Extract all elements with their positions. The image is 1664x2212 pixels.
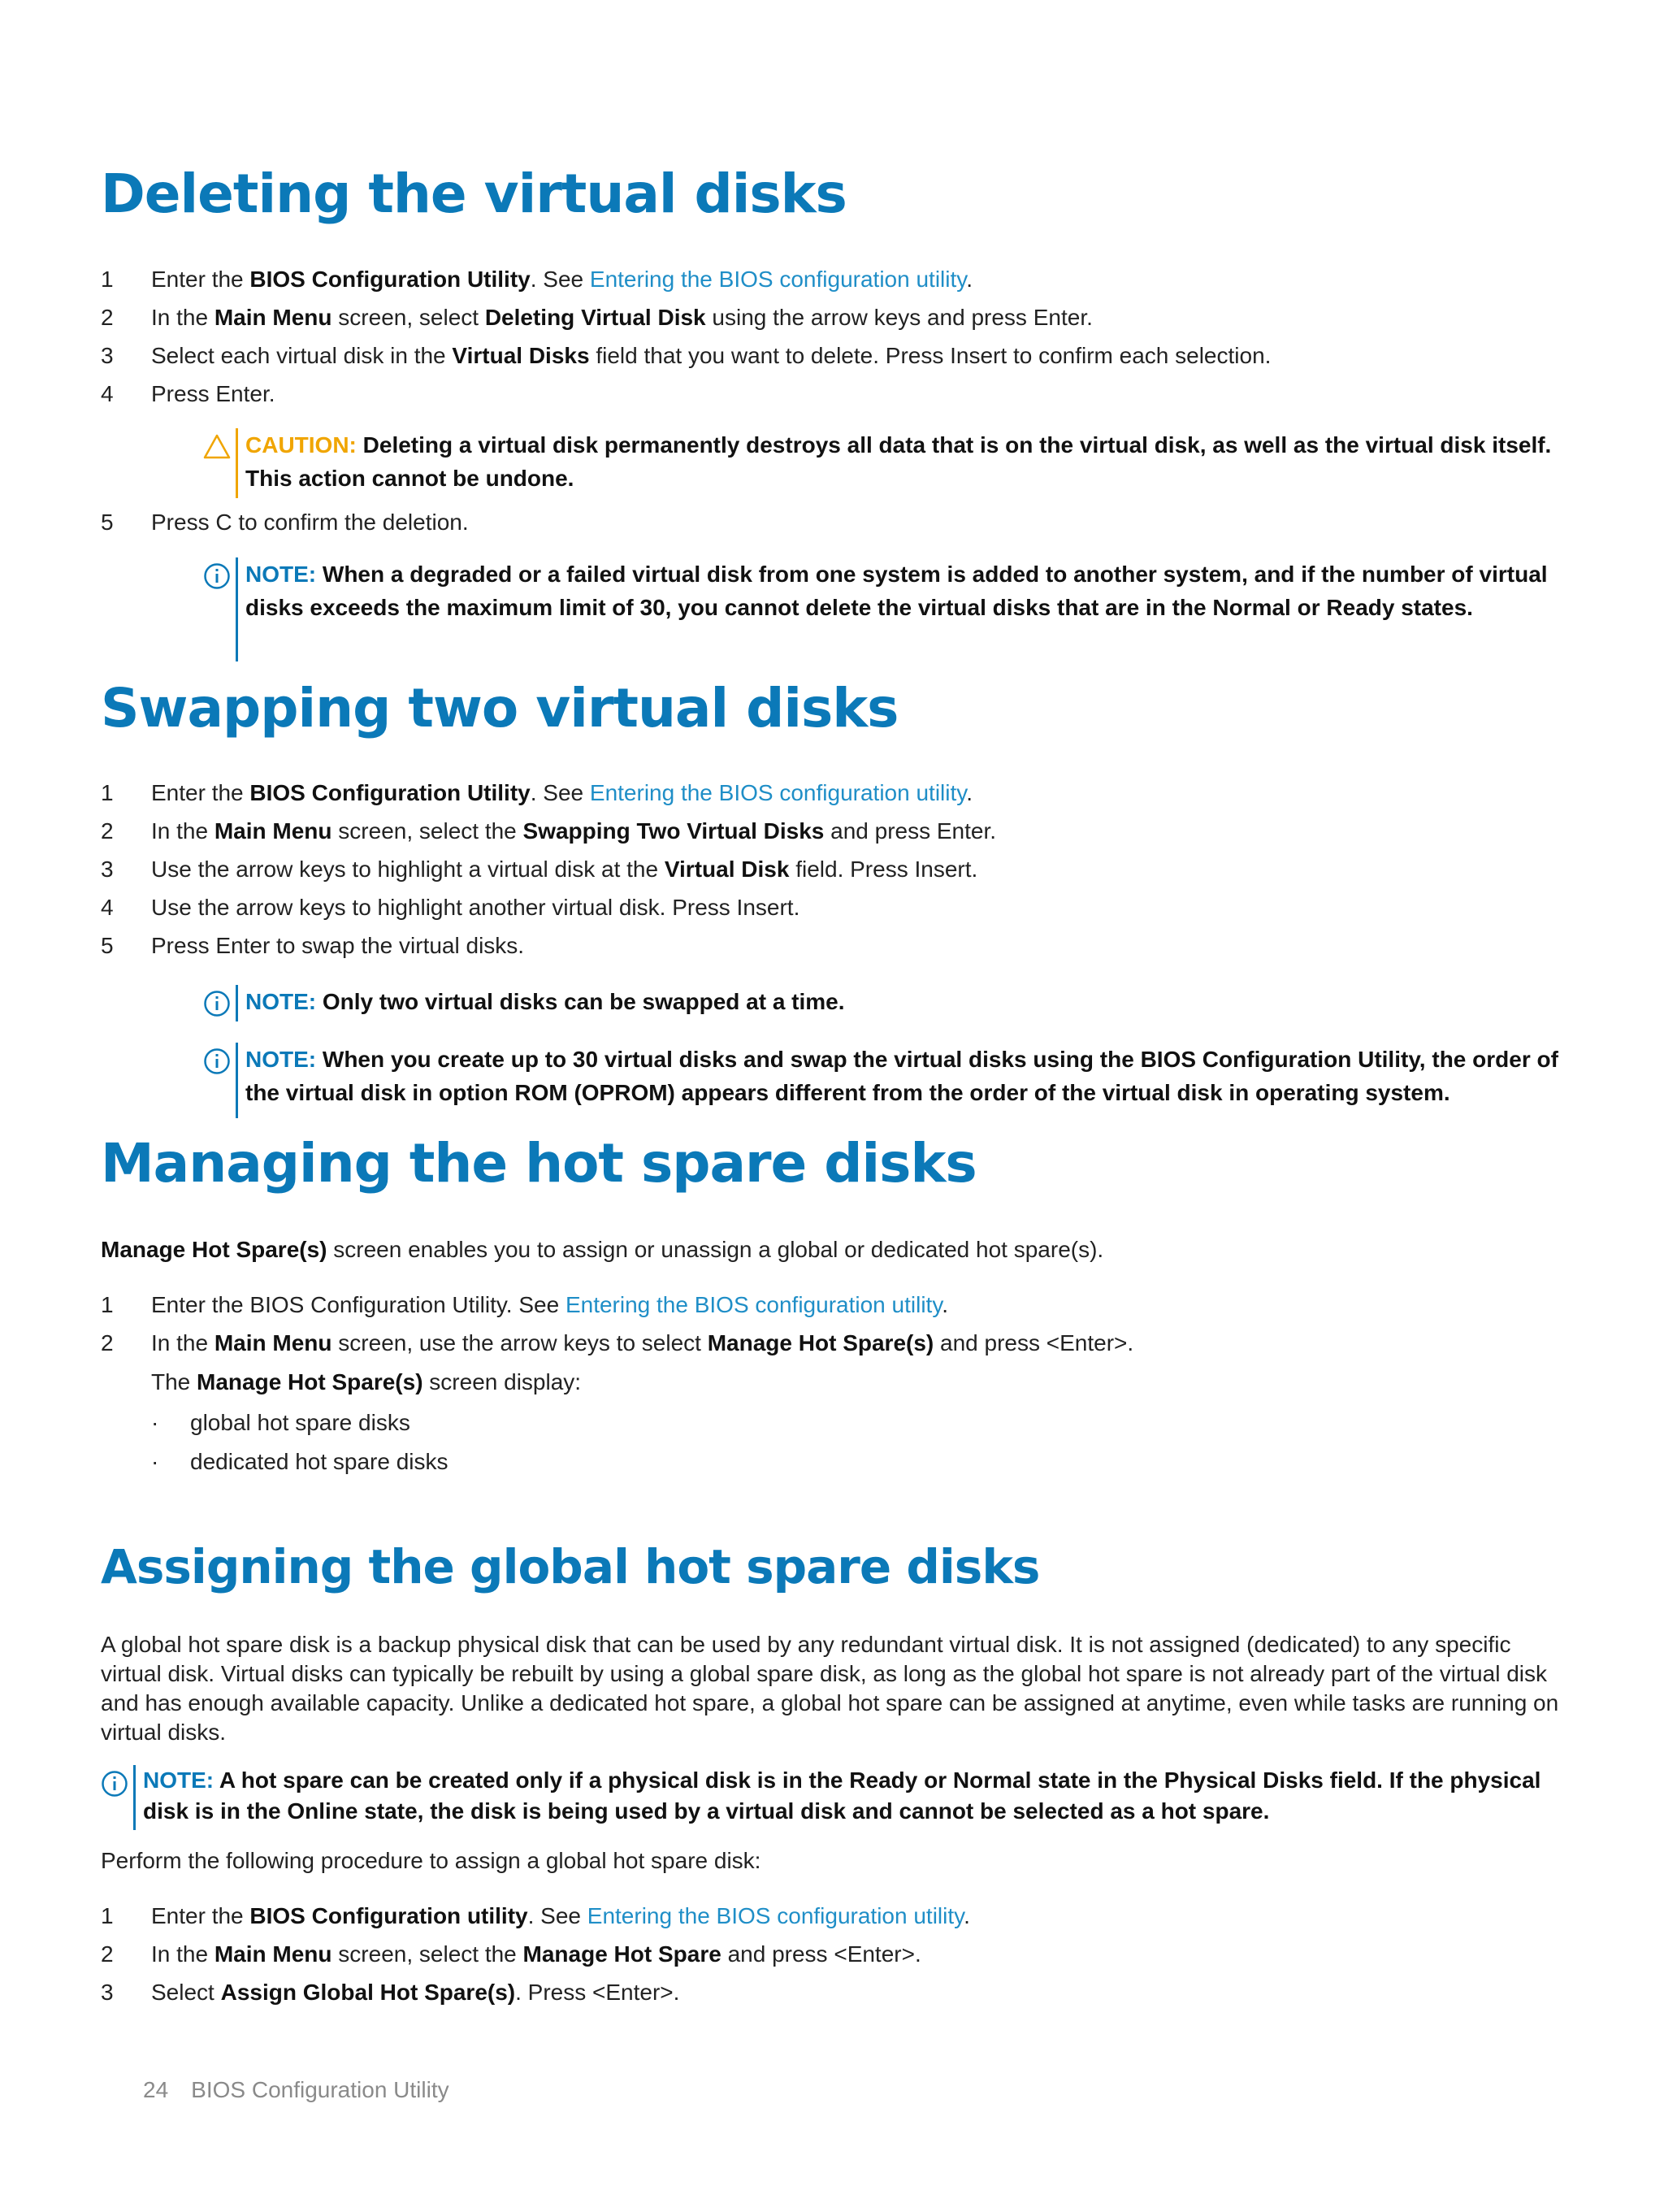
step-text: In the Main Menu screen, use the arrow keys to select Manage Hot Spare(s) and press <Enter>. <box>151 1330 1134 1355</box>
step-number: 1 <box>101 267 114 292</box>
step-number: 1 <box>101 780 114 805</box>
info-icon <box>203 562 231 590</box>
link-entering-bios[interactable]: Entering the BIOS configuration utility <box>589 267 967 292</box>
note-text: NOTE: When a degraded or a failed virtual disk from one system is added to another system, and if the number of virtual disks exceeds the maximum limit of 30, you cannot delete the virtual disks that are in the Normal or Ready states. <box>245 562 1548 620</box>
page-number: 24 <box>143 2077 169 2102</box>
note-text: NOTE: When you create up to 30 virtual disks and swap the virtual disks using the BIOS Configuration Utility, the order of the virtual disk in option ROM (OPROM) appears different from the order of the virtual disk in operating system. <box>245 1047 1558 1105</box>
step-text: In the Main Menu screen, select Deleting Virtual Disk using the arrow keys and press Enter. <box>151 305 1093 330</box>
heading-swapping: Swapping two virtual disks <box>101 677 899 740</box>
footer-title: BIOS Configuration Utility <box>191 2077 449 2102</box>
warning-triangle-icon <box>203 433 231 461</box>
info-icon <box>203 990 231 1017</box>
note-callout <box>101 1765 1566 1830</box>
step-number: 4 <box>101 895 114 920</box>
caution-callout <box>203 428 1566 498</box>
step-text: In the Main Menu screen, select the Manage Hot Spare and press <Enter>. <box>151 1941 921 1967</box>
step-text: In the Main Menu screen, select the Swapping Two Virtual Disks and press Enter. <box>151 818 997 844</box>
link-entering-bios[interactable]: Entering the BIOS configuration utility <box>565 1292 942 1317</box>
step-number: 1 <box>101 1903 114 1928</box>
step-text: Enter the BIOS Configuration utility. See Entering the BIOS configuration utility. <box>151 1903 970 1928</box>
callout-bar <box>133 1765 136 1830</box>
step-text: Press Enter to swap the virtual disks. <box>151 933 525 958</box>
callout-bar <box>236 1043 238 1118</box>
step-text: Enter the BIOS Configuration Utility. See Entering the BIOS configuration utility. <box>151 267 973 292</box>
step-text: Use the arrow keys to highlight another virtual disk. Press Insert. <box>151 895 800 920</box>
step-number: 5 <box>101 933 114 958</box>
note-text: NOTE: A hot spare can be created only if a physical disk is in the Ready or Normal state in the Physical Disks field. If the physical disk is in the Online state, the disk is being used by a virtual disk and cannot be selected as a hot spare. <box>143 1767 1541 1824</box>
step-text: Enter the BIOS Configuration Utility. See Entering the BIOS configuration utility. <box>151 1292 949 1317</box>
step-number: 2 <box>101 305 114 330</box>
heading-managing: Managing the hot spare disks <box>101 1132 977 1195</box>
step-text: Press Enter. <box>151 381 275 406</box>
callout-bar <box>236 985 238 1021</box>
description-paragraph: A global hot spare disk is a backup physical disk that can be used by any redundant virtual disk. It is not assigned (dedicated) to any specific virtual disk. Virtual disks can typically be rebuilt by using a global spare disk, as long as the global hot spare is not already part of the virtual disk and has enough available capacity. Unlike a dedicated hot spare, a global hot spare can be assigned at anytime, even while tasks are running on virtual disks. <box>101 1632 1559 1745</box>
step-number: 5 <box>101 510 114 535</box>
step-text: Press C to confirm the deletion. <box>151 510 469 535</box>
callout-bar <box>236 428 238 498</box>
step-number: 2 <box>101 818 114 844</box>
page-footer <box>143 2077 449 2103</box>
note-callout <box>203 1043 1566 1118</box>
info-icon <box>203 1047 231 1075</box>
intro-paragraph: Manage Hot Spare(s) screen enables you to assign or unassign a global or dedicated hot spare(s). <box>101 1237 1104 1262</box>
callout-bar <box>236 557 238 661</box>
step-number: 2 <box>101 1330 114 1355</box>
note-text: NOTE: Only two virtual disks can be swapped at a time. <box>245 989 845 1014</box>
heading-assigning: Assigning the global hot spare disks <box>101 1539 1040 1594</box>
info-icon <box>101 1770 128 1798</box>
step-text: The Manage Hot Spare(s) screen display: <box>151 1369 582 1394</box>
step-text: Select Assign Global Hot Spare(s). Press <Enter>. <box>151 1980 680 2005</box>
note-callout <box>203 985 1566 1021</box>
step-number: 4 <box>101 381 114 406</box>
link-entering-bios[interactable]: Entering the BIOS configuration utility <box>589 780 967 805</box>
step-text: Select each virtual disk in the Virtual Disks field that you want to delete. Press Insert to confirm each selection. <box>151 343 1272 368</box>
note-callout <box>203 557 1566 661</box>
heading-deleting: Deleting the virtual disks <box>101 163 847 225</box>
step-number: 2 <box>101 1941 114 1967</box>
step-number: 1 <box>101 1292 114 1317</box>
procedure-intro: Perform the following procedure to assign a global hot spare disk: <box>101 1848 761 1873</box>
link-entering-bios[interactable]: Entering the BIOS configuration utility <box>587 1903 964 1928</box>
step-number: 3 <box>101 1980 114 2005</box>
caution-text: CAUTION: Deleting a virtual disk permanently destroys all data that is on the virtual disk, as well as the virtual disk itself. This action cannot be undone. <box>245 432 1552 491</box>
step-text: Use the arrow keys to highlight a virtual disk at the Virtual Disk field. Press Insert. <box>151 857 978 882</box>
step-number: 3 <box>101 343 114 368</box>
document-page: Deleting the virtual disks 1 Enter the BIOS Configuration Utility. See Entering the BIOS configuration utility. 2 In the Main Menu screen, select Deleting Virtual Disk using the arrow keys and press Enter. 3 Select each virtual disk in the Virtual Disks field that you want to delete. Press Insert to confirm each selection. 4 Press Enter. CAUTION: Deleting a virtual disk permanently destroys all data that is on the virtual disk, as well as the virtual disk itself. This action cannot be undone. 5 Press C to confirm the deletion. NOTE: When a degraded or a failed virtual disk from one system is added to another system, and if the number of virtual disks exceeds the maximum limit of 30, you cannot delete the virtual disks that are in the Normal or Ready states. Swapping two virtual disks 1 Enter the BIOS Configuration Utility. See Entering the BIOS configuration utility. 2 In the Main Menu screen, select the Swapping Two Virtual Disks and press Enter. 3 Use the arrow keys to highlight a virtual disk at the Virtual Disk field. Press Insert. 4 Use the arrow keys to highlight another virtual disk. Press Insert. 5 Press Enter to swap the virtual disks. NOTE: Only two virtual disks can be swapped at a time. NOTE: When you create up to 30 virtual disks and swap the virtual disks using the BIOS Configuration Utility, the order of the virtual disk in option ROM (OPROM) appears different from the order of the virtual disk in operating system. Managing the hot spare disks Manage Hot Spare(s) screen enables you to assign or unassign a global or dedicated hot spare(s). 1 Enter the BIOS Configuration Utility. See Entering the BIOS configuration utility. 2 In the Main Menu screen, use the arrow keys to select Manage Hot Spare(s) and press <Enter>. The Manage Hot Spare(s) screen display: · global hot spare disks · dedicated hot spare disks Assigning the global hot spare disks A global hot spare disk is a backup physical disk that can be used by any redundant virtual disk. It is not assigned (dedicated) to any specific virtual disk. Virtual disks can typically be rebuilt by using a global spare disk, as long as the global hot spare is not already part of the virtual disk and has enough available capacity. Unlike a dedicated hot spare, a global hot spare can be assigned at anytime, even while tasks are running on virtual disks. NOTE: A hot spare can be created only if a physical disk is in the Ready or Normal state in the Physical Disks field. If the physical disk is in the Online state, the disk is being used by a virtual disk and cannot be selected as a hot spare. Perform the following procedure to assign a global hot spare disk: 1 Enter the BIOS Configuration utility. See Entering the BIOS configuration utility. 2 In the Main Menu screen, select the Manage Hot Spare and press <Enter>. 3 Select Assign Global Hot Spare(s). Press <Enter>. 24 BIOS Configuration Utility <box>0 0 1664 2212</box>
step-text: Enter the BIOS Configuration Utility. See Entering the BIOS configuration utility. <box>151 780 973 805</box>
step-number: 3 <box>101 857 114 882</box>
